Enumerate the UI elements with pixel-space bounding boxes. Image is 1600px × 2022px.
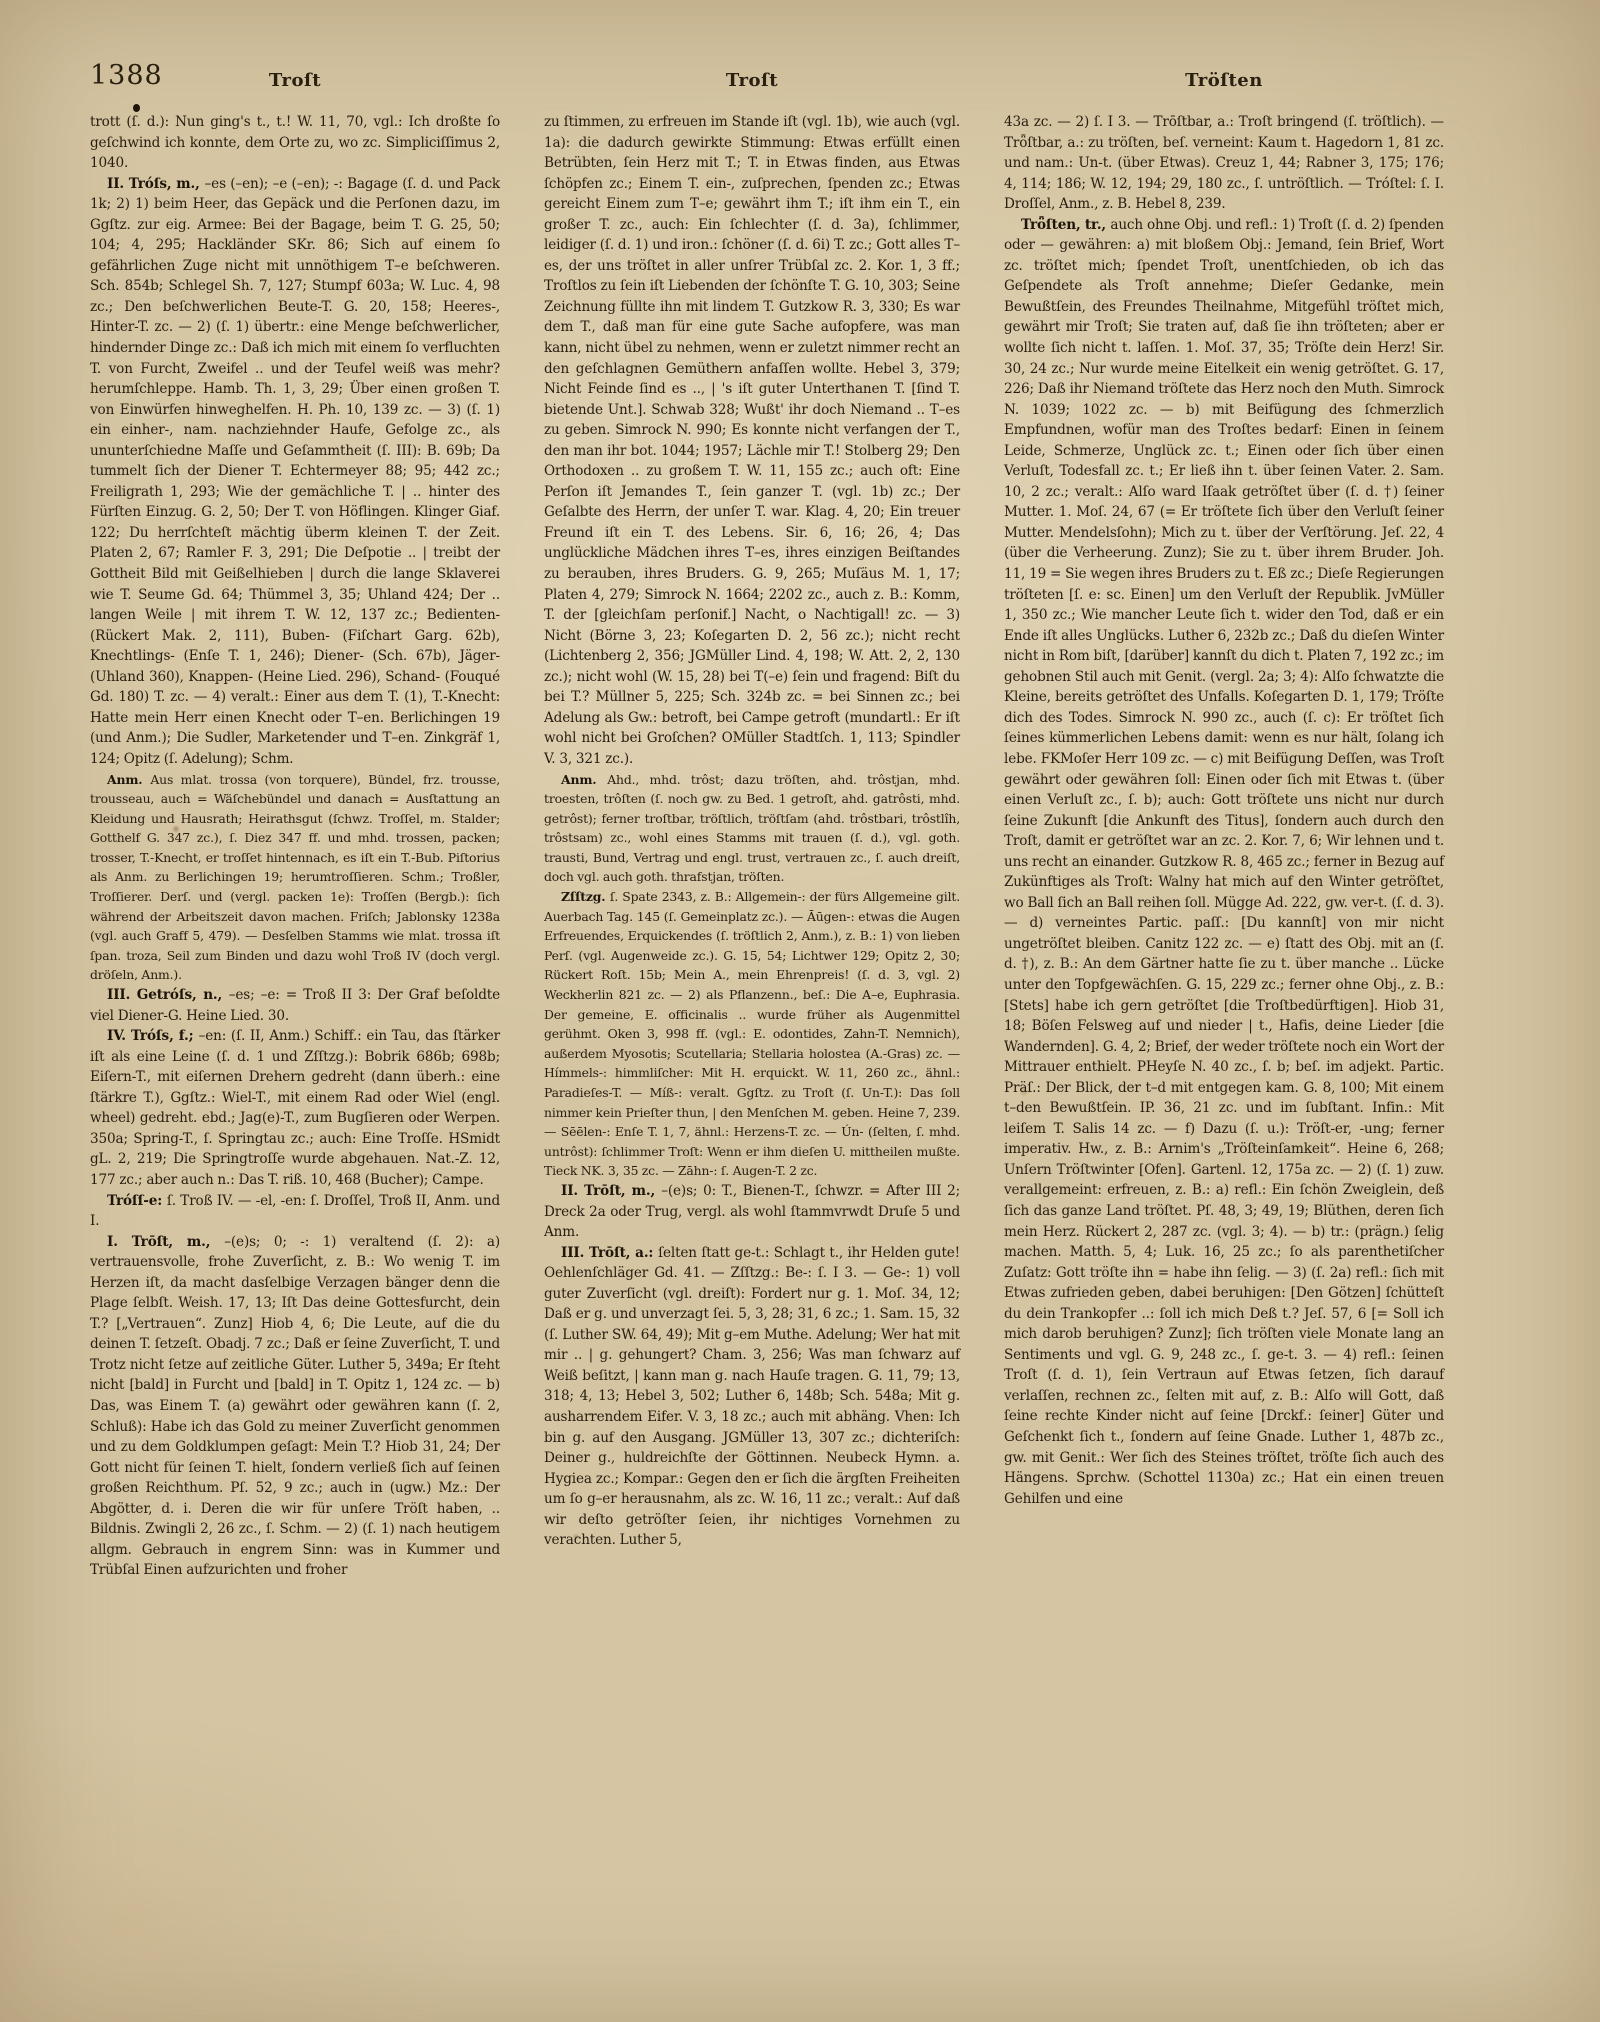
entry-headword: III. Trōſt, a.: bbox=[561, 1244, 659, 1261]
paragraph: Anm. Aus mlat. trossa (von torquere), Bündel, frz. trousse, trousseau, auch = Wäſchebündel und danach = Ausſtattung an Kleidung und Hausrath; Heirathsgut (ſchwz. Troſſel, m. Stalder; Gotthelf G. 347 zc.), ſ. Diez 347 ff. und mhd. trossen, packen; trosser, T.-Knecht, er troſſet hintennach, es iſt ein T.-Bub. Piſtorius als Anm. zu Berlichingen 19; herumtroſſieren. Schm.; Troßler, Troſſierer. Derſ. und (vergl. packen 1e): Troſſen (Bergb.): ſich während der Arbeitszeit davon machen. Friſch; Jablonsky 1238a (vgl. auch Graff 5, 479). — Desſelben Stamms wie mlat. trossa iſt ſpan. troza, Seil zum Binden und dazu wohl Troß IV (doch vergl. dröſeln, Anm.). bbox=[90, 771, 500, 983]
entry-headword: Tróſſ-e: bbox=[107, 1192, 167, 1209]
entry-headword: II. Trōſt, m., bbox=[561, 1182, 662, 1199]
running-head bbox=[90, 70, 1444, 91]
entry-headword: IV. Tróſs, f.; bbox=[107, 1028, 199, 1045]
entry-headword: Anm. bbox=[107, 771, 151, 787]
paragraph: III. Getróſs, n., –es; –e: = Troß II 3: Der Graf beſoldte viel Diener-G. Heine Lied. 30. bbox=[90, 987, 500, 1024]
paragraph: zu ſtimmen, zu erfreuen im Stande iſt (vgl. 1b), wie auch (vgl. 1a): die dadurch gewirkte Stimmung: Etwas erfüllt einen Betrübten, ſein Herz mit T.; T. in Etwas finden, aus Etwas ſchöpfen zc.; Einem T. ein-, zuſprechen, ſpenden zc.; Etwas gereicht Einem zum T–e; gewährt ihm T.; iſt ihm ein T., ein großer T. zc., auch: Ein ſchlechter (ſ. d. 3a), ſchlimmer, leidiger (ſ. d. 1) und iron.: ſchöner (ſ. d. 6i) T. zc.; Gott alles T–es, der uns tröſtet in aller unſrer Trübſal zc. 2. Kor. 1, 3 ff.; Troſtlos zu ſein iſt Liebenden der ſchönſte T. G. 10, 303; Seine Zeichnung füllte ihn mit lindem T. Gutzkow R. 3, 330; Es war dem T., daß man für eine gute Sache aufopfere, was man kann, nicht übel zu nehmen, wenn er zuletzt nimmer recht an den geſchlagnen Gemüthern anfaſſen wollte. Hebel 3, 379; Nicht Feinde ſind es .., | 's iſt guter Unterthanen T. [ſind T. bietende Unt.]. Schwab 328; Wußt' ihr doch Niemand .. T–es zu geben. Simrock N. 990; Es konnte nicht verfangen der T., den man ihr bot. 1044; 1957; Lächle mir T.! Stolberg 29; Den Orthodoxen .. zu großem T. W. 11, 155 zc.; auch oft: Eine Perſon iſt Jemandes T., ſein ganzer T. (vgl. 1b) zc.; Der Geſalbte des Herrn, der unſer T. war. Klag. 4, 20; Ein treuer Freund iſt ein T. des Lebens. Sir. 6, 16; 26, 4; Das unglückliche Mädchen ihres T–es, ihres einzigen Beiſtandes zu berauben, ihres Bruders. G. 9, 265; Muſäus M. 1, 17; Platen 4, 279; Simrock N. 1664; 2202 zc., auch z. B.: Komm, T. der [gleichſam perſonif.] Nacht, o Nachtigall! zc. — 3) Nicht (Börne 3, 23; Koſegarten D. 2, 56 zc.); nicht recht (Lichtenberg 2, 356; JGMüller Lind. 4, 198; W. Att. 2, 2, 130 zc.); nicht wohl (W. 15, 28) bei T(–e) ſein und fragend: Biſt du bei T.? Müllner 5, 225; Sch. 324b zc. = bei Sinnen zc.; bei Adelung als Gw.: betroft, bei Campe getroft (mundartl.: Er iſt wohl nicht bei Groſchen? OMüller Stadtſch. 1, 113; Spindler V. 3, 321 zc.). bbox=[544, 114, 960, 767]
paragraph: Anm. Ahd., mhd. trôst; dazu tröſten, ahd. trôstjan, mhd. troesten, trôſten (ſ. noch gw. zu Bed. 1 getroſt, ahd. gatrôsti, mhd. getrôst); ferner troſtbar, tröſtlich, tröſtſam (ahd. trôstbari, trôstlîh, trôstsam) zc., wohl eines Stamms mit trauen (ſ. d.), vgl. goth. trausti, Bund, Vertrag und engl. trust, vertrauen zc., ſ. auch dreiſt, doch vgl. auch goth. thrafstjan, tröſten. bbox=[544, 771, 960, 885]
text-block bbox=[90, 112, 1444, 1581]
paragraph: 43a zc. — 2) ſ. I 3. — Trōſtbar, a.: Troſt bringend (ſ. tröſtlich). — Trȫſtbar, a.: zu tröſten, beſ. verneint: Kaum t. Hagedorn 1, 81 zc. und nam.: Un-t. (über Etwas). Creuz 1, 44; Rabner 3, 175; 176; 4, 114; 186; W. 12, 194; 29, 180 zc., ſ. untröſtlich. — Tróſtel: ſ. I. Droſſel, Anm., z. B. Hebel 8, 239. bbox=[1004, 114, 1444, 213]
entry-headword: Zſſtzg. bbox=[561, 889, 610, 905]
paragraph: II. Trōſt, m., –(e)s; 0: T., Bienen-T., ſchwzr. = After III 2; Dreck 2a oder Trug, vergl. als wohl ſtammvrwdt Druſe 5 und Anm. bbox=[544, 1182, 961, 1241]
paragraph: IV. Tróſs, f.; –en: (ſ. II, Anm.) Schiff.: ein Tau, das ſtärker iſt als eine Leine (ſ. d. 1 und Zſſtzg.): Bobrik 686b; 698b; Eiſern-T., mit eiſernen Drehern gedreht (dann überh.: eine ſtärkre T.), Ggſtz.: Wiel-T., mit einem Rad oder Wiel (engl. wheel) gedreht. ebd.; Jag(e)-T., zum Bugſieren oder Werpen. 350a; Spring-T., ſ. Springtau zc.; auch: Eine Troſſe. HSmidt gL. 2, 219; Die Springtroſſe wurde abgehauen. Nat.-Z. 12, 177 zc.; aber auch n.: Das T. riß. 10, 468 (Bucher); Campe. bbox=[90, 1028, 500, 1188]
running-head-left: Troſt bbox=[268, 70, 322, 91]
entry-headword: I. Trōſt, m., bbox=[107, 1233, 225, 1250]
column-2 bbox=[544, 112, 960, 1581]
entry-headword: II. Tróſs, m., bbox=[107, 175, 205, 192]
column-1 bbox=[90, 112, 500, 1581]
entry-headword: Anm. bbox=[561, 771, 608, 787]
entry-headword: Trȫſten, tr., bbox=[1021, 216, 1111, 233]
paragraph: trott (ſ. d.): Nun ging's t., t.! W. 11, 70, vgl.: Ich droßte ſo geſchwind ich konnte, dem Orte zu, wo zc. Simpliciſſimus 2, 1040. bbox=[90, 114, 500, 172]
page-number: 1388 bbox=[90, 60, 163, 91]
column-3 bbox=[1004, 112, 1444, 1581]
running-head-right: Tröſten bbox=[1185, 70, 1263, 91]
running-head-center: Troſt bbox=[725, 70, 779, 91]
paragraph: Tróſſ-e: ſ. Troß IV. — -el, -en: ſ. Droſſel, Troß II, Anm. und I. bbox=[90, 1192, 500, 1230]
paragraph: III. Trōſt, a.: ſelten ſtatt ge-t.: Schlagt t., ihr Helden gute! Oehlenſchläger Gd. 41. — Zſſtzg.: Be-: ſ. I 3. — Ge-: 1) voll guter Zuverſicht (vgl. dreiſt): Fordert nur g. 1. Moſ. 34, 12; Daß er g. und unverzagt ſei. 5, 3, 28; 31, 6 zc.; 1. Sam. 15, 32 (ſ. Luther SW. 64, 49); Mit g–em Muthe. Adelung; Wer hat mit mir .. | g. gehungert? Cham. 3, 256; Was man ſchwarz auf Weiß beſitzt, | kann man g. nach Hauſe tragen. G. 11, 79; 13, 318; 4, 13; Hebel 3, 502; Luther 6, 148b; Sch. 548a; Mit g. ausharrendem Eifer. V. 3, 18 zc.; auch mit abhäng. Vhen: Ich bin g. auf den Ausgang. JGMüller 13, 307 zc.; dichteriſch: Deiner g., huldreichſte der Göttinnen. Neubeck Hymn. a. Hygiea zc.; Kompar.: Gegen den er ſich die ärgſten Freiheiten um ſo g–er herausnahm, als zc. W. 16, 11 zc.; veralt.: Auf daß wir deſto getröſter ſeien, ihr nichtiges Vornehmen zu verachten. Luther 5, bbox=[544, 1244, 960, 1549]
paragraph: I. Trōſt, m., –(e)s; 0; -: 1) veraltend (ſ. 2): a) vertrauensvolle, frohe Zuverſicht, z. B.: Wo wenig T. im Herzen iſt, da macht dasſelbige Verzagen bänger denn die Plage ſelbſt. Weish. 17, 13; Iſt Das deine Gottesfurcht, dein T.? [„Vertrauen“. Zunz] Hiob 4, 6; Die Leute, auf die du deinen T. ſetzeſt. Obadj. 7 zc.; Daß er ſeine Zuverſicht, T. und Trotz nicht ſetze auf zeitliche Güter. Luther 5, 349a; Er ſteht nicht [bald] in Furcht und [bald] in T. Opitz 1, 124 zc. — b) Das, was Einem T. (a) gewährt oder gewähren kann (ſ. 2, Schluß): Habe ich das Gold zu meiner Zuverſicht genommen und zu dem Goldklumpen geſagt: Mein T.? Hiob 31, 24; Der Gott nicht für ſeinen T. hielt, ſondern verließ ſich auf ſeinen großen Reichthum. Pſ. 52, 9 zc.; auch in (ugw.) Mz.: Der Abgötter, d. i. Deren die wir für unſere Tröſt haben, .. Bildnis. Zwingli 2, 26 zc., ſ. Schm. — 2) (ſ. 1) nach heutigem allgm. Gebrauch in engrem Sinn: was in Kummer und Trübſal Einen aufzurichten und froher bbox=[90, 1233, 500, 1579]
paragraph: Zſſtzg. ſ. Spate 2343, z. B.: Allgemein-: der fürs Allgemeine gilt. Auerbach Tag. 145 (ſ. Gemeinplatz zc.). — Āūgen-: etwas die Augen Erfreuendes, Erquickendes (ſ. tröſtlich 2, Anm.), z. B.: 1) von lieben Perſ. (vgl. Augenweide zc.). G. 15, 54; Lichtwer 129; Opitz 2, 30; Rückert Roſt. 15b; Mein A., mein Ehrenpreis! (ſ. d. 3, vgl. 2) Weckherlin 821 zc. — 2) als Pflanzenn., beſ.: Die A–e, Euphrasia. Der gemeine, E. officinalis .. wurde früher als Augenmittel gerühmt. Oken 3, 998 ff. (vgl.: E. odontides, Zahn-T. Nemnich), außerdem Myosotis; Scutellaria; Stellaria holostea (A.-Gras) zc. — Hímmels-: himmliſcher: Mit H. erquickt. W. 11, 260 zc., ähnl.: Paradieſes-T. — Míß-: veralt. Ggſtz. zu Troſt (ſ. Un-T.): Das ſoll nimmer kein Prieſter thun, | den Menſchen M. geben. Heine 7, 239. — Sēēlen-: Enſe T. 1, 7, ähnl.: Herzens-T. zc. — Ún- (ſelten, ſ. mhd. untrôst): ſchlimmer Troſt: Wenn er ihm dieſen U. mittheilen mußte. Tieck NK. 3, 35 zc. — Zāhn-: ſ. Augen-T. 2 zc. bbox=[544, 889, 961, 1179]
paragraph: Trȫſten, tr., auch ohne Obj. und refl.: 1) Troſt (ſ. d. 2) ſpenden oder — gewähren: a) mit bloßem Obj.: Jemand, ſein Brief, Wort zc. tröſtet mich; ſpendet Troſt, unentſchieden, ob ich das Geſpendete als Troſt annehme; Dieſer Gedanke, mein Bewußtſein, des Freundes Theilnahme, Mitgefühl tröſtet mich, gewährt mir Troſt; Sie traten auf, daß ſie ihn tröſteten; aber er wollte ſich nicht t. laſſen. 1. Moſ. 37, 35; Tröſte dein Herz! Sir. 30, 24 zc.; Nur wurde meine Eitelkeit ein wenig getröſtet. G. 17, 226; Daß ihr Niemand tröſtete das Herz noch den Muth. Simrock N. 1039; 1022 zc. — b) mit Beifügung des ſchmerzlich Empfundnen, wofür man des Troſtes bedarf: Einen in ſeinem Leide, Schmerze, Unglück zc. t.; Einen oder ſich über einen Verluſt, Todesfall zc. t.; Er ließ ihn t. über ſeinen Vater. 2. Sam. 10, 2 zc.; veralt.: Alſo ward Iſaak getröſtet über (ſ. d. †) ſeiner Mutter. 1. Moſ. 24, 67 (= Er tröſtete ſich über den Verluſt ſeiner Mutter. Mendelsſohn); Mich zu t. über der Verſtörung. Jeſ. 22, 4 (über die Verheerung. Zunz); Sie zu t. über ihrem Bruder. Joh. 11, 19 = Sie wegen ihres Bruders zu t. Eß zc.; Dieſe Regierungen tröſteten [ſ. e: sc. Einen] um den Verluſt der Republik. JvMüller 1, 350 zc.; Wie mancher Leute ſich t. wider den Tod, daß er ein Ende iſt alles Unglücks. Luther 6, 232b zc.; Daß du dieſen Winter nicht in Rom biſt, [darüber] kannſt du dich t. Platen 7, 192 zc.; im gehobnen Stil auch mit Genit. (vergl. 2a; 3; 4): Alſo ſchwatzte die Kleine, bereits getröſtet des Unfalls. Koſegarten D. 1, 179; Tröſte dich des Todes. Simrock N. 990 zc., auch (ſ. c): Er tröſtet ſich ſeines kümmerlichen Lebens damit: wenn es nur hält, ſolang ich lebe. FKMoſer Herr 109 zc. — c) mit Beifügung Deſſen, was Troſt gewährt oder gewähren ſoll: Einen oder ſich mit Etwas t. (über einen Verluſt zc., ſ. b); auch: Gott tröſtete uns nicht nur durch ſeine Zukunft [die Ankunft des Titus], ſondern auch durch den Troſt, damit er getröſtet war an zc. 2. Kor. 7, 6; Wir lehnen und t. uns recht an einander. Gutzkow R. 8, 465 zc.; ferner in Bezug auf Zukünftiges als Troſt: Walny hat mich auf den Winter getröſtet, wo Ball ſich an Ball reihen ſoll. Mügge Ad. 222, gw. ver-t. (ſ. d. 3). — d) verneintes Partic. paſſ.: [Du kannſt] von mir nicht ungetröſtet bleiben. Canitz 122 zc. — e) ſtatt des Obj. mit an (ſ. d. †), z. B.: An dem Gärtner hatte ſie zu t. über manche .. Lücke unter den Topfgewächſen. G. 15, 229 zc.; ferner ohne Obj., z. B.: [Stets] habe ich gern getröſtet [die Troſtbedürftigen]. Hiob 31, 18; Böſen Felsweg auf und nieder | t., Hafis, deine Lieder [die Wandernden]. G. 4, 2; Brief, der weder tröſtete noch ein Wort der Mittrauer enthielt. PHeyſe N. 40 zc., ſ. b; beſ. im adjekt. Partic. Präſ.: Der Blick, der t–d mit entgegen kam. G. 8, 100; Mit einem t–den Bewußtſein. IP. 36, 21 zc. und im ſubſtant. Infin.: Mit leiſem T. Salis 14 zc. — f) Dazu (ſ. u.): Tröſt-er, -ung; ferner imperativ. Hw., z. B.: Arnim's „Tröſteinſamkeit“. Heine 6, 268; Unſern Tröſtwinter [Ofen]. Gartenl. 12, 175a zc. — 2) (ſ. 1) zuw. verallgemeint: erfreuen, z. B.: a) refl.: Ein ſchön Zweiglein, deß ſich das ganze Land tröſtet. Pſ. 48, 3; 49, 19; Blüthen, deren ſich mein Herz. Rückert 2, 287 zc. (vgl. 3; 4). — b) tr.: (prägn.) ſelig machen. Matth. 5, 4; Luk. 16, 25 zc.; ſo als parenthetiſcher Zuſatz: Gott tröſte ihn = habe ihn ſelig. — 3) (ſ. 2a) refl.: ſich mit Etwas zufrieden geben, dabei beruhigen: [Den Götzen] ſchütteſt du dein Trankopfer ..: ſoll ich mich Deß t.? Jeſ. 57, 6 [= Soll ich mich darob beruhigen? Zunz]; ſich tröſten viele Monate lang an Sentiments und vgl. G. 9, 248 zc., ſ. ge-t. 3. — 4) refl.: ſeinen Troſt (ſ. d. 1), ſein Vertraun auf Etwas ſetzen, ſich darauf verlaſſen, rechnen zc., ſelten mit auf, z. B.: Alſo will Gott, daß ſeine rechte Kinder nicht auf ſeine [Drckf.: ſeiner] Güter und Geſchenkt ſich t., ſondern auf ſeine Gnade. Luther 1, 487b zc., gw. mit Genit.: Wer ſich des Steines tröſtet, tröſte ſich auch des Hängens. Sprchw. (Schottel 1130a) zc.; Hat ein einen treuen Gehilfen und eine bbox=[1004, 216, 1445, 1507]
entry-headword: III. Getróſs, n., bbox=[107, 987, 229, 1004]
ink-speck bbox=[133, 104, 140, 112]
paragraph: II. Tróſs, m., –es (–en); –e (–en); -: Bagage (ſ. d. und Pack 1k; 2) 1) beim Heer, das Gepäck und die Perſonen dazu, im Ggſtz. zur eig. Armee: Bei der Bagage, beim T. G. 25, 50; 104; 4, 295; Hackländer SKr. 86; Sich auf einem ſo gefährlichen Zuge nicht mit unnöthigem T–e beſchweren. Sch. 854b; Schlegel Sh. 7, 127; Stumpf 603a; W. Luc. 4, 98 zc.; Den beſchwerlichen Beute-T. G. 20, 158; Heeres-, Hinter-T. zc. — 2) (ſ. 1) übertr.: eine Menge beſchwerlicher, hindernder Dinge zc.: Daß ich mich mit einem ſo verfluchten T. von Furcht, Zweifel .. und der Teufel weiß was mehr? herumſchleppe. Hamb. Th. 1, 3, 29; Über einen großen T. von Einwürfen hinweghelfen. H. Ph. 10, 139 zc. — 3) (ſ. 1) ein einher-, nam. nachziehnder Haufe, Gefolge zc., als ununterſchiedne Maſſe und Geſammtheit (ſ. III): B. 69b; Da tummelt ſich der Diener T. Echtermeyer 88; 95; 442 zc.; Freiligrath 1, 293; Wie der gemächliche T. | .. hinter des Fürſten Einzug. G. 2, 50; Der T. von Höflingen. Klinger Giaf. 122; Du herrſchteſt mächtig überm kleinen T. der Zeit. Platen 2, 67; Ramler F. 3, 291; Die Deſpotie .. | treibt der Gottheit Bild mit Geißelhieben | durch die lange Sklaverei wie T. Seume Gd. 64; Thümmel 3, 35; Uhland 424; Der .. langen Weile | mit ihrem T. W. 12, 137 zc.; Bedienten- (Rückert Mak. 2, 111), Buben- (Fiſchart Garg. 62b), Knechtlings- (Enſe T. 1, 246); Diener- (Sch. 67b), Jäger- (Uhland 360), Knappen- (Heine Lied. 296), Schand- (Fouqué Gd. 180) T. zc. — 4) veralt.: Einer aus dem T. (1), T.-Knecht: Hatte mein Herr einen Knecht oder T–en. Berlichingen 19 (und Anm.); Die Sudler, Marketender und T–en. Zinkgräf 1, 124; Opitz (ſ. Adelung); Schm. bbox=[90, 175, 501, 767]
